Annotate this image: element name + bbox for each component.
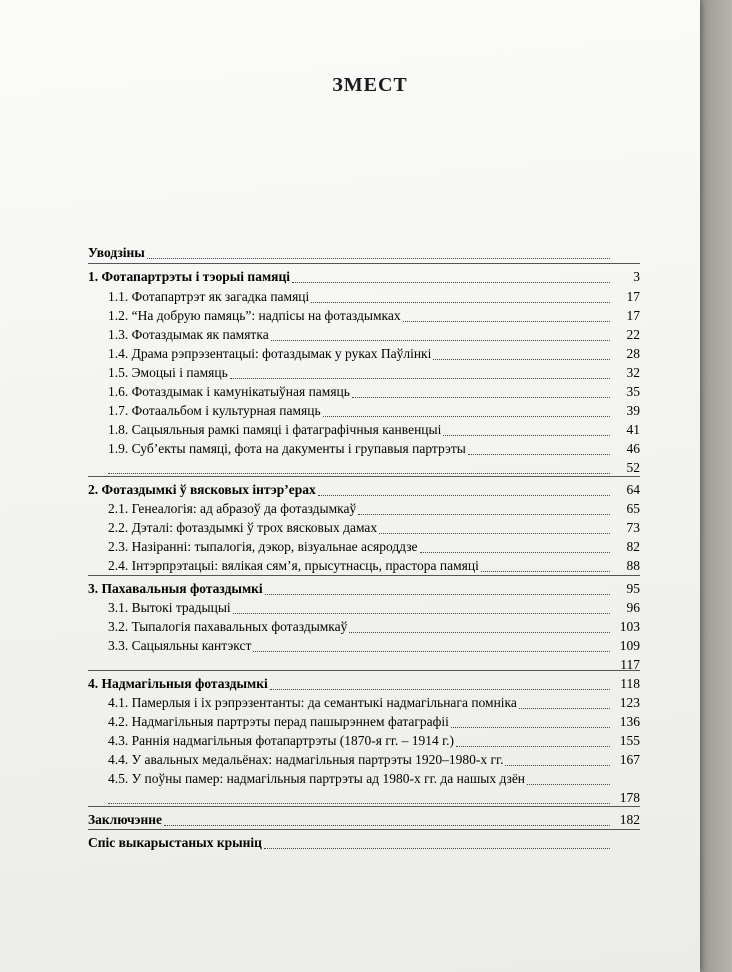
- toc-leader-dots: [147, 238, 610, 259]
- toc-leader-dots: [233, 593, 610, 614]
- toc-entry-label: Уводзіны: [88, 245, 145, 260]
- toc-entry-label: 2.2. Дэталі: фотаздымкі ў трох вясковых дамах: [108, 520, 378, 535]
- toc-entry-label: 2.3. Назіранні: тыпалогія, дэкор, візуальнае асяроддзе: [108, 539, 418, 554]
- toc-leader-dots: [264, 828, 610, 849]
- toc-leader-dots: [358, 494, 610, 515]
- toc-page-number: 109: [619, 638, 640, 653]
- toc-entry-label: 3. Пахавальныя фотаздымкі: [88, 581, 263, 596]
- toc-page-number: 28: [626, 346, 640, 361]
- toc-leader-dots: [271, 320, 610, 341]
- toc-page-number: 64: [626, 482, 640, 497]
- toc-entry-label: 1.3. Фотаздымак як памятка: [108, 327, 269, 342]
- toc-entry-label: 1.2. “На добрую памяць”: надпісы на фотаздымках: [108, 308, 401, 323]
- toc-page-number: 178: [619, 790, 640, 805]
- toc-page-number: 123: [619, 695, 640, 710]
- toc-page-number: 117: [620, 657, 640, 672]
- toc-entry-label: 1.1. Фотапартрэт як загадка памяці: [108, 289, 310, 304]
- toc-page-number: 136: [619, 714, 640, 729]
- toc-leader-dots: [443, 415, 610, 436]
- toc-entry-label: 4.1. Памерлыя і іх рэпрэзентанты: да семантыкі надмагільнага помніка: [108, 695, 517, 710]
- toc-leader-dots: [505, 745, 610, 766]
- toc-leader-dots: [311, 282, 610, 303]
- toc-entry-label: Заключэнне: [88, 812, 163, 827]
- toc-page-number: 73: [626, 520, 640, 535]
- toc-page-number: 22: [626, 327, 640, 342]
- toc-entry-label: 4.5. У поўны памер: надмагільныя партрэты ад 1980-х гг. да нашых дзён: [108, 771, 526, 786]
- toc-leader-dots: [164, 805, 610, 826]
- toc-leader-dots: [352, 377, 610, 398]
- toc-page-number: 41: [626, 422, 640, 437]
- toc-leader-dots: [451, 707, 610, 728]
- toc-page-number: 39: [626, 403, 640, 418]
- toc-entry-label: 1.9. Суб’екты памяці, фота на дакументы і групавыя партрэты: [108, 441, 466, 456]
- toc-chapter-row: [88, 810, 640, 830]
- toc-entry-label: 3.1. Вытокі традыцыі: [108, 600, 231, 615]
- section-divider: [88, 806, 640, 807]
- section-divider: [88, 670, 640, 671]
- toc-entry-label: 3.2. Тыпалогія пахавальных фотаздымкаў: [108, 619, 348, 634]
- toc-leader-dots: [108, 783, 610, 804]
- toc-chapter-row: [88, 833, 640, 853]
- toc-leader-dots: [349, 612, 610, 633]
- toc-entry-label: 1.5. Эмоцыі і памяць: [108, 365, 228, 380]
- toc-page-number: 155: [619, 733, 640, 748]
- toc-entry-label: 3.3. Сацыяльны кантэкст: [108, 638, 252, 653]
- toc-entry-label: 4.4. У авальных медальёнах: надмагільныя партрэты 1920–1980-х гг.: [108, 752, 504, 767]
- section-divider: [88, 829, 640, 830]
- page-title: ЗМЕСТ: [332, 74, 408, 96]
- toc-leader-dots: [230, 358, 610, 379]
- toc-leader-dots: [403, 301, 610, 322]
- section-divider: [88, 476, 640, 477]
- toc-page-number: 35: [626, 384, 640, 399]
- section-divider: [88, 575, 640, 576]
- toc-entry-label: 1.8. Сацыяльныя рамкі памяці і фатаграфічныя канвенцыі: [108, 422, 442, 437]
- toc-leader-dots: [481, 551, 610, 572]
- toc-leader-dots: [292, 262, 610, 283]
- toc-entry-label: 4. Надмагільныя фотаздымкі: [88, 676, 268, 691]
- toc-chapter-row: [88, 243, 640, 263]
- toc-leader-dots: [265, 574, 610, 595]
- toc-page-number: 88: [626, 558, 640, 573]
- toc-page-number: 17: [626, 308, 640, 323]
- toc-page-number: 118: [620, 676, 640, 691]
- toc-page-number: 65: [626, 501, 640, 516]
- toc-entry-label: 2.1. Генеалогія: ад абразоў да фотаздымкаў: [108, 501, 357, 516]
- toc-leader-dots: [323, 396, 610, 417]
- toc-page-number: 17: [626, 289, 640, 304]
- toc-leader-dots: [253, 631, 610, 652]
- toc-entry-label: 2.4. Інтэрпрэтацыі: вялікая сям’я, прысутнасць, прастора памяці: [108, 558, 479, 573]
- toc-page-number: 96: [626, 600, 640, 615]
- section-divider: [88, 263, 640, 264]
- toc-page-number: 3: [633, 269, 640, 284]
- toc-page-number: 167: [619, 752, 640, 767]
- toc-leader-dots: [519, 688, 610, 709]
- toc-leader-dots: [108, 650, 610, 671]
- toc-entry-label: 1.6. Фотаздымак і камунікатыўная памяць: [108, 384, 350, 399]
- toc-entry-label: 4.3. Раннія надмагільныя фотапартрэты (1870-я гг. – 1914 г.): [108, 733, 455, 748]
- toc-leader-dots: [270, 669, 610, 690]
- toc-leader-dots: [456, 726, 610, 747]
- toc-leader-dots: [468, 434, 610, 455]
- toc-page-number: 32: [626, 365, 640, 380]
- toc-entry-label: Спіс выкарыстаных крыніц: [88, 835, 262, 850]
- toc-leader-dots: [318, 475, 610, 496]
- toc-page-number: 82: [626, 539, 640, 554]
- toc-entry-label: 4.2. Надмагільныя партрэты перад пашырэннем фатаграфіі: [108, 714, 449, 729]
- toc-leader-dots: [433, 339, 610, 360]
- toc-leader-dots: [420, 532, 610, 553]
- toc-section-row: [108, 556, 640, 576]
- toc-page-number: 103: [619, 619, 640, 634]
- toc-entry-label: 1. Фотапартрэты і тэорыі памяці: [88, 269, 290, 284]
- toc-leader-dots: [108, 453, 610, 474]
- toc-entry-label: 2. Фотаздымкі ў вясковых інтэр’ерах: [88, 482, 316, 497]
- toc-leader-dots: [527, 764, 610, 785]
- toc-leader-dots: [379, 513, 610, 534]
- toc-page-number: 52: [626, 460, 640, 475]
- toc-page-number: 95: [626, 581, 640, 596]
- toc-page-number: 46: [626, 441, 640, 456]
- toc-entry-label: 1.4. Драма рэпрэзентацыі: фотаздымак у руках Паўлінкі: [108, 346, 432, 361]
- toc-page-number: 182: [619, 812, 640, 827]
- toc-entry-label: 1.7. Фотаальбом і культурная памяць: [108, 403, 321, 418]
